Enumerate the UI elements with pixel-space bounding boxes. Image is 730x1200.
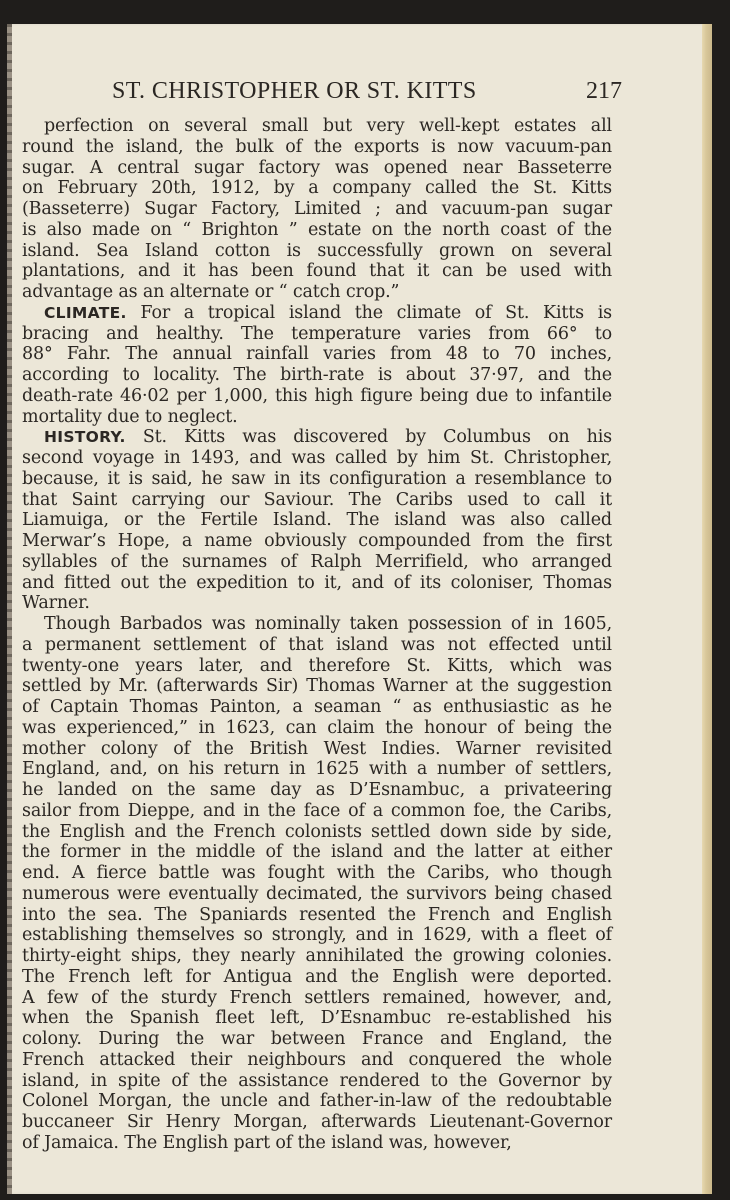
text-line: buccaneer Sir Henry Morgan, afterwards Lieutenant-Governor [22,1112,612,1132]
text-line: advantage as an alternate or “ catch crop.” [22,282,400,302]
text-line: Colonel Morgan, the uncle and father-in-law of the redoubtable [22,1091,612,1112]
text-line: Warner. [22,593,90,614]
paragraph-barbados [22,614,612,1154]
text-line: numerous were eventually decimated, the survivors being chased [22,883,612,904]
text-line: is also made on “ Brighton ” estate on the north coast of the [22,219,612,240]
text-line: (Basseterre) Sugar Factory, Limited ; and vacuum-pan sugar [22,199,612,219]
text-line: establishing themselves so strongly, and in 1629, with a fleet of [22,925,612,946]
text-line: plantations, and it has been found that it can be used with [22,261,612,282]
page-number: 217 [586,78,622,104]
text-line: round the island, the bulk of the exports is now vacuum-pan [22,136,612,157]
text-line-content: For a tropical island the climate of St. Kitts is [126,302,612,323]
text-line: because, it is said, he saw in its configuration a resemblance to [22,468,612,489]
text-line: into the sea. The Spaniards resented the French and English [22,904,612,925]
text-line: settled by Mr. (afterwards Sir) Thomas Warner at the suggestion [22,676,612,697]
text-line: and fitted out the expedition to it, and of its coloniser, Thomas [22,572,612,593]
text-line [22,303,612,324]
section-heading-climate: CLIMATE. [44,303,127,322]
text-line: mortality due to neglect. [22,406,238,427]
running-head: ST. CHRISTOPHER OR ST. KITTS [112,78,477,104]
text-line: second voyage in 1493, and was called by him St. Christopher, [22,448,612,468]
text-line [22,116,612,137]
text-line: A few of the sturdy French settlers remained, however, and, [22,987,612,1008]
paragraph-climate [22,303,612,428]
text-line: Merwar’s Hope, a name obviously compounded from the first [22,531,612,551]
section-heading-history: HISTORY. [44,428,126,447]
text-line: death-rate 46·02 per 1,000, this high figure being due to infantile [22,385,612,406]
text-line-content: perfection on several small but very well-kept estates all [44,116,612,136]
text-line: of Jamaica. The English part of the island was, however, [22,1132,512,1153]
text-line: end. A fierce battle was fought with the Caribs, who though [22,863,612,883]
text-line: the former in the middle of the island and the latter at either [22,842,612,863]
text-line [22,427,612,448]
text-line [22,614,612,635]
text-line: he landed on the same day as D’Esnambuc, a privateering [22,780,612,800]
text-line: was experienced,” in 1623, can claim the honour of being the [22,717,612,738]
text-line: Liamuiga, or the Fertile Island. The island was also called [22,510,612,531]
book-binding-edge [7,24,12,1194]
text-line: The French left for Antigua and the English were deported. [22,966,612,987]
page-fore-edge [702,24,712,1194]
text-line: on February 20th, 1912, by a company called the St. Kitts [22,178,612,199]
text-line: a permanent settlement of that island was not effected until [22,634,612,655]
text-line-content: St. Kitts was discovered by Columbus on his [125,427,612,448]
text-line: island. Sea Island cotton is successfully grown on several [22,240,612,261]
text-line: mother colony of the British West Indies. Warner revisited [22,738,612,759]
text-line: colony. During the war between France and England, the [22,1029,612,1049]
text-line: sugar. A central sugar factory was opened near Basseterre [22,157,612,178]
text-line: thirty-eight ships, they nearly annihilated the growing colonies. [22,946,612,966]
text-line: 88° Fahr. The annual rainfall varies from 48 to 70 inches, [22,344,612,365]
text-line: twenty-one years later, and therefore St. Kitts, which was [22,655,612,676]
paragraph-history [22,427,612,614]
paragraph-sugar [22,116,612,303]
page-header [112,78,622,105]
text-line: syllables of the surnames of Ralph Merrifield, who arranged [22,551,612,572]
text-line: according to locality. The birth-rate is about 37·97, and the [22,365,612,385]
text-line: French attacked their neighbours and conquered the whole [22,1049,612,1070]
text-line: bracing and healthy. The temperature varies from 66° to [22,323,612,344]
text-line: of Captain Thomas Painton, a seaman “ as enthusiastic as he [22,697,612,717]
text-line: when the Spanish fleet left, D’Esnambuc re-established his [22,1008,612,1029]
body-text [22,116,612,1154]
text-line-content: Though Barbados was nominally taken possession of in 1605, [44,614,612,634]
text-line: that Saint carrying our Saviour. The Caribs used to call it [22,489,612,510]
text-line: island, in spite of the assistance rendered to the Governor by [22,1070,612,1091]
text-line: England, and, on his return in 1625 with a number of settlers, [22,759,612,780]
text-line: sailor from Dieppe, and in the face of a common foe, the Caribs, [22,800,612,821]
text-line: the English and the French colonists settled down side by side, [22,821,612,842]
